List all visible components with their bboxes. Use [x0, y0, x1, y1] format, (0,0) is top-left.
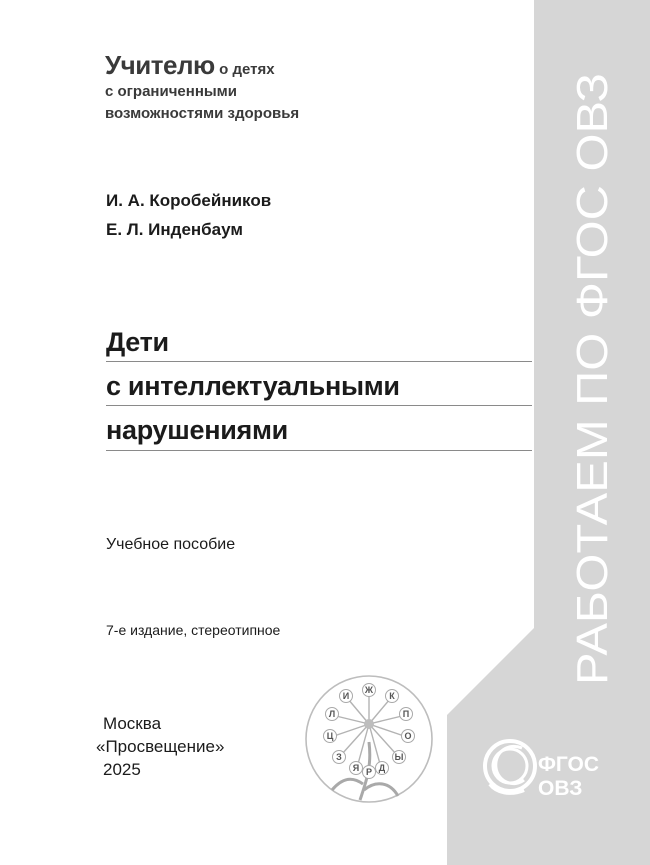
emblem-letter: Л [328, 709, 336, 720]
emblem-letter: Д [378, 763, 386, 774]
series-first-line-rest: о детях [219, 61, 275, 78]
emblem-letter: О [404, 731, 412, 742]
series-header [105, 50, 299, 125]
title-line-2: с интеллектуальными [106, 371, 400, 401]
authors [106, 186, 271, 244]
imprint-year: 2025 [103, 760, 141, 779]
imprint-city: Москва [103, 714, 162, 733]
emblem-letter: Ц [326, 731, 334, 742]
emblem-letter: К [389, 691, 395, 702]
title-rule-1 [106, 361, 532, 362]
emblem-letter: З [336, 752, 342, 763]
author-1: И. А. Коробейников [106, 191, 272, 210]
emblem-letter: Я [352, 763, 360, 774]
band-text: РАБОТАЕМ ПО ФГОС ОВЗ [568, 133, 617, 685]
imprint-publisher: «Просвещение» [96, 737, 225, 756]
emblem-letter: П [402, 709, 410, 720]
emblem-letter: Р [365, 767, 373, 778]
fgos-label-line-2: ОВЗ [538, 777, 583, 800]
title-line-3: нарушениями [106, 415, 288, 445]
fgos-label-line-1: ФГОС [538, 753, 600, 776]
series-line-2: с ограниченными [105, 83, 238, 100]
band-vertical-text [555, 64, 625, 694]
title-line-1: Дети [106, 327, 169, 357]
emblem-letter: Ы [394, 752, 404, 763]
title-rule-2 [106, 405, 532, 406]
author-2: Е. Л. Инденбаум [106, 220, 243, 239]
series-line-3: возможностями здоровья [105, 105, 300, 122]
fgos-label [538, 753, 599, 801]
emblem-letter: Ж [364, 685, 374, 696]
subtitle: Учебное пособие [106, 536, 236, 553]
title-rule-3 [106, 450, 532, 451]
series-first-word: Учителю [105, 50, 215, 80]
dandelion-emblem-icon [302, 672, 436, 806]
imprint [96, 712, 224, 781]
edition-note: 7-е издание, стереотипное [106, 622, 281, 638]
emblem-letter: И [342, 691, 350, 702]
